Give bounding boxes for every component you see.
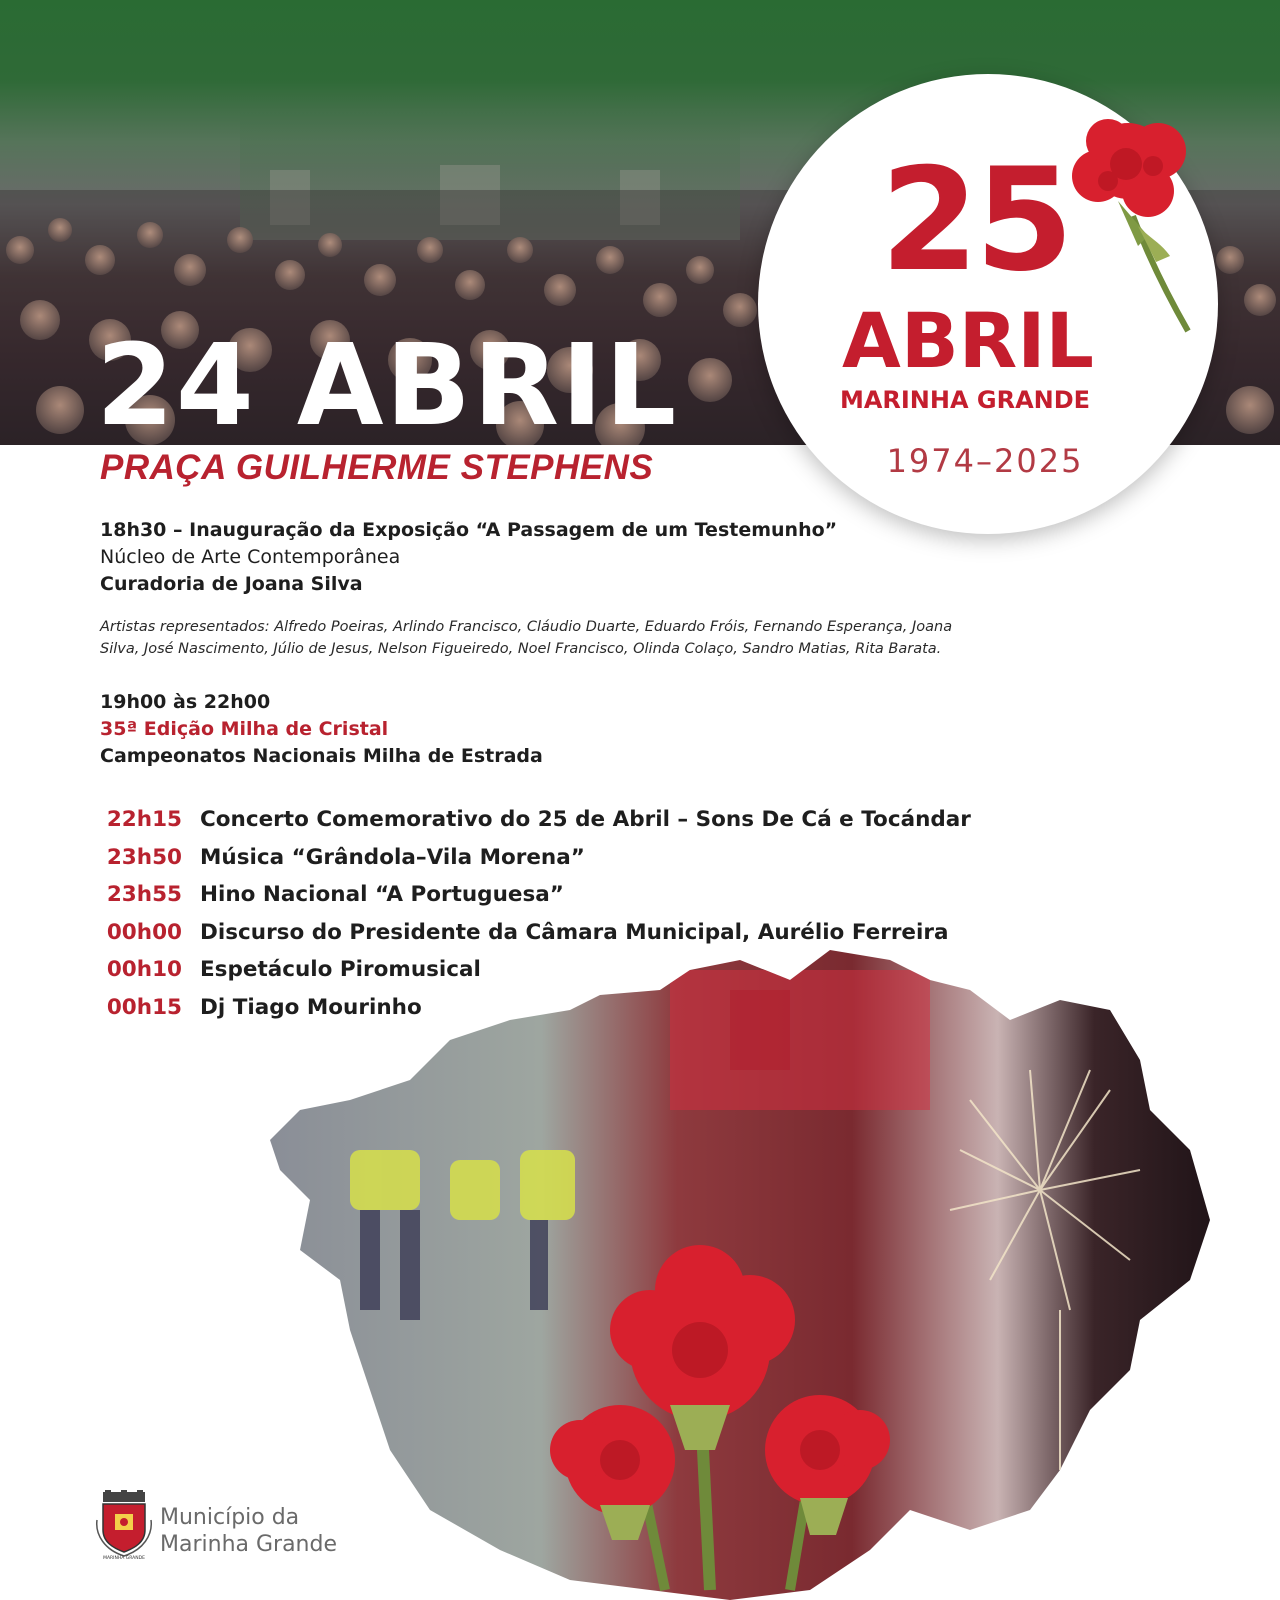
venue-title: PRAÇA GUILHERME STEPHENS xyxy=(100,448,654,487)
badge-town: MARINHA GRANDE xyxy=(839,386,1091,414)
seal-text: MARINHA GRANDE xyxy=(103,1556,145,1560)
badge-years: 1974–2025 xyxy=(886,442,1084,480)
artists-line-1: Artistas representados: Alfredo Poeiras, Arlindo Francisco, Cláudio Duarte, Eduardo Fróis, Fernando Esperança, Joana xyxy=(100,619,953,635)
artists-line-2: Silva, José Nascimento, Júlio de Jesus, Nelson Figueiredo, Noel Francisco, Olinda Colaço, Sandro Matias, Rita Barata. xyxy=(100,641,942,657)
map-photo-collage xyxy=(270,950,1240,1600)
schedule-desc: Hino Nacional “A Portuguesa” xyxy=(200,882,564,908)
schedule-time: 22h15 xyxy=(106,807,182,833)
red-lit-building xyxy=(670,970,930,1110)
municipality-line-1: Município da xyxy=(160,1505,300,1530)
schedule-desc: Discurso do Presidente da Câmara Municipal, Aurélio Ferreira xyxy=(200,919,949,945)
badge-day: 25 xyxy=(880,138,1070,303)
municipality-name xyxy=(160,1504,337,1558)
municipality-seal-icon xyxy=(95,1490,153,1560)
schedule-item xyxy=(96,839,1056,877)
schedule-time: 00h10 xyxy=(106,957,182,983)
runners xyxy=(350,1150,575,1220)
exhibition-curator: Curadoria de Joana Silva xyxy=(100,573,363,595)
schedule-time: 00h15 xyxy=(106,994,182,1020)
race-edition: 35ª Edição Milha de Cristal xyxy=(100,718,389,740)
schedule-item xyxy=(96,876,1056,914)
schedule-desc: Espetáculo Piromusical xyxy=(200,957,481,983)
schedule-desc: Dj Tiago Mourinho xyxy=(200,994,422,1020)
municipality-line-2: Marinha Grande xyxy=(160,1532,337,1557)
schedule-time: 00h00 xyxy=(106,919,182,945)
exhibition-heading: 18h30 – Inauguração da Exposição “A Passagem de um Testemunho” xyxy=(100,519,838,541)
exhibition-location: Núcleo de Arte Contemporânea xyxy=(100,546,401,568)
hero-title: 24 ABRIL xyxy=(96,321,679,451)
badge-month: ABRIL xyxy=(842,296,1094,385)
schedule-item xyxy=(96,801,1056,839)
carnation-icon xyxy=(1038,106,1238,336)
artists-list xyxy=(100,616,1060,660)
schedule-time: 23h50 xyxy=(106,844,182,870)
schedule-desc: Concerto Comemorativo do 25 de Abril – Sons De Cá e Tocándar xyxy=(200,807,971,833)
race-championship: Campeonatos Nacionais Milha de Estrada xyxy=(100,745,543,767)
race-time: 19h00 às 22h00 xyxy=(100,691,271,713)
schedule-item xyxy=(96,914,1056,952)
schedule-desc: Música “Grândola–Vila Morena” xyxy=(200,844,585,870)
schedule-time: 23h55 xyxy=(106,882,182,908)
